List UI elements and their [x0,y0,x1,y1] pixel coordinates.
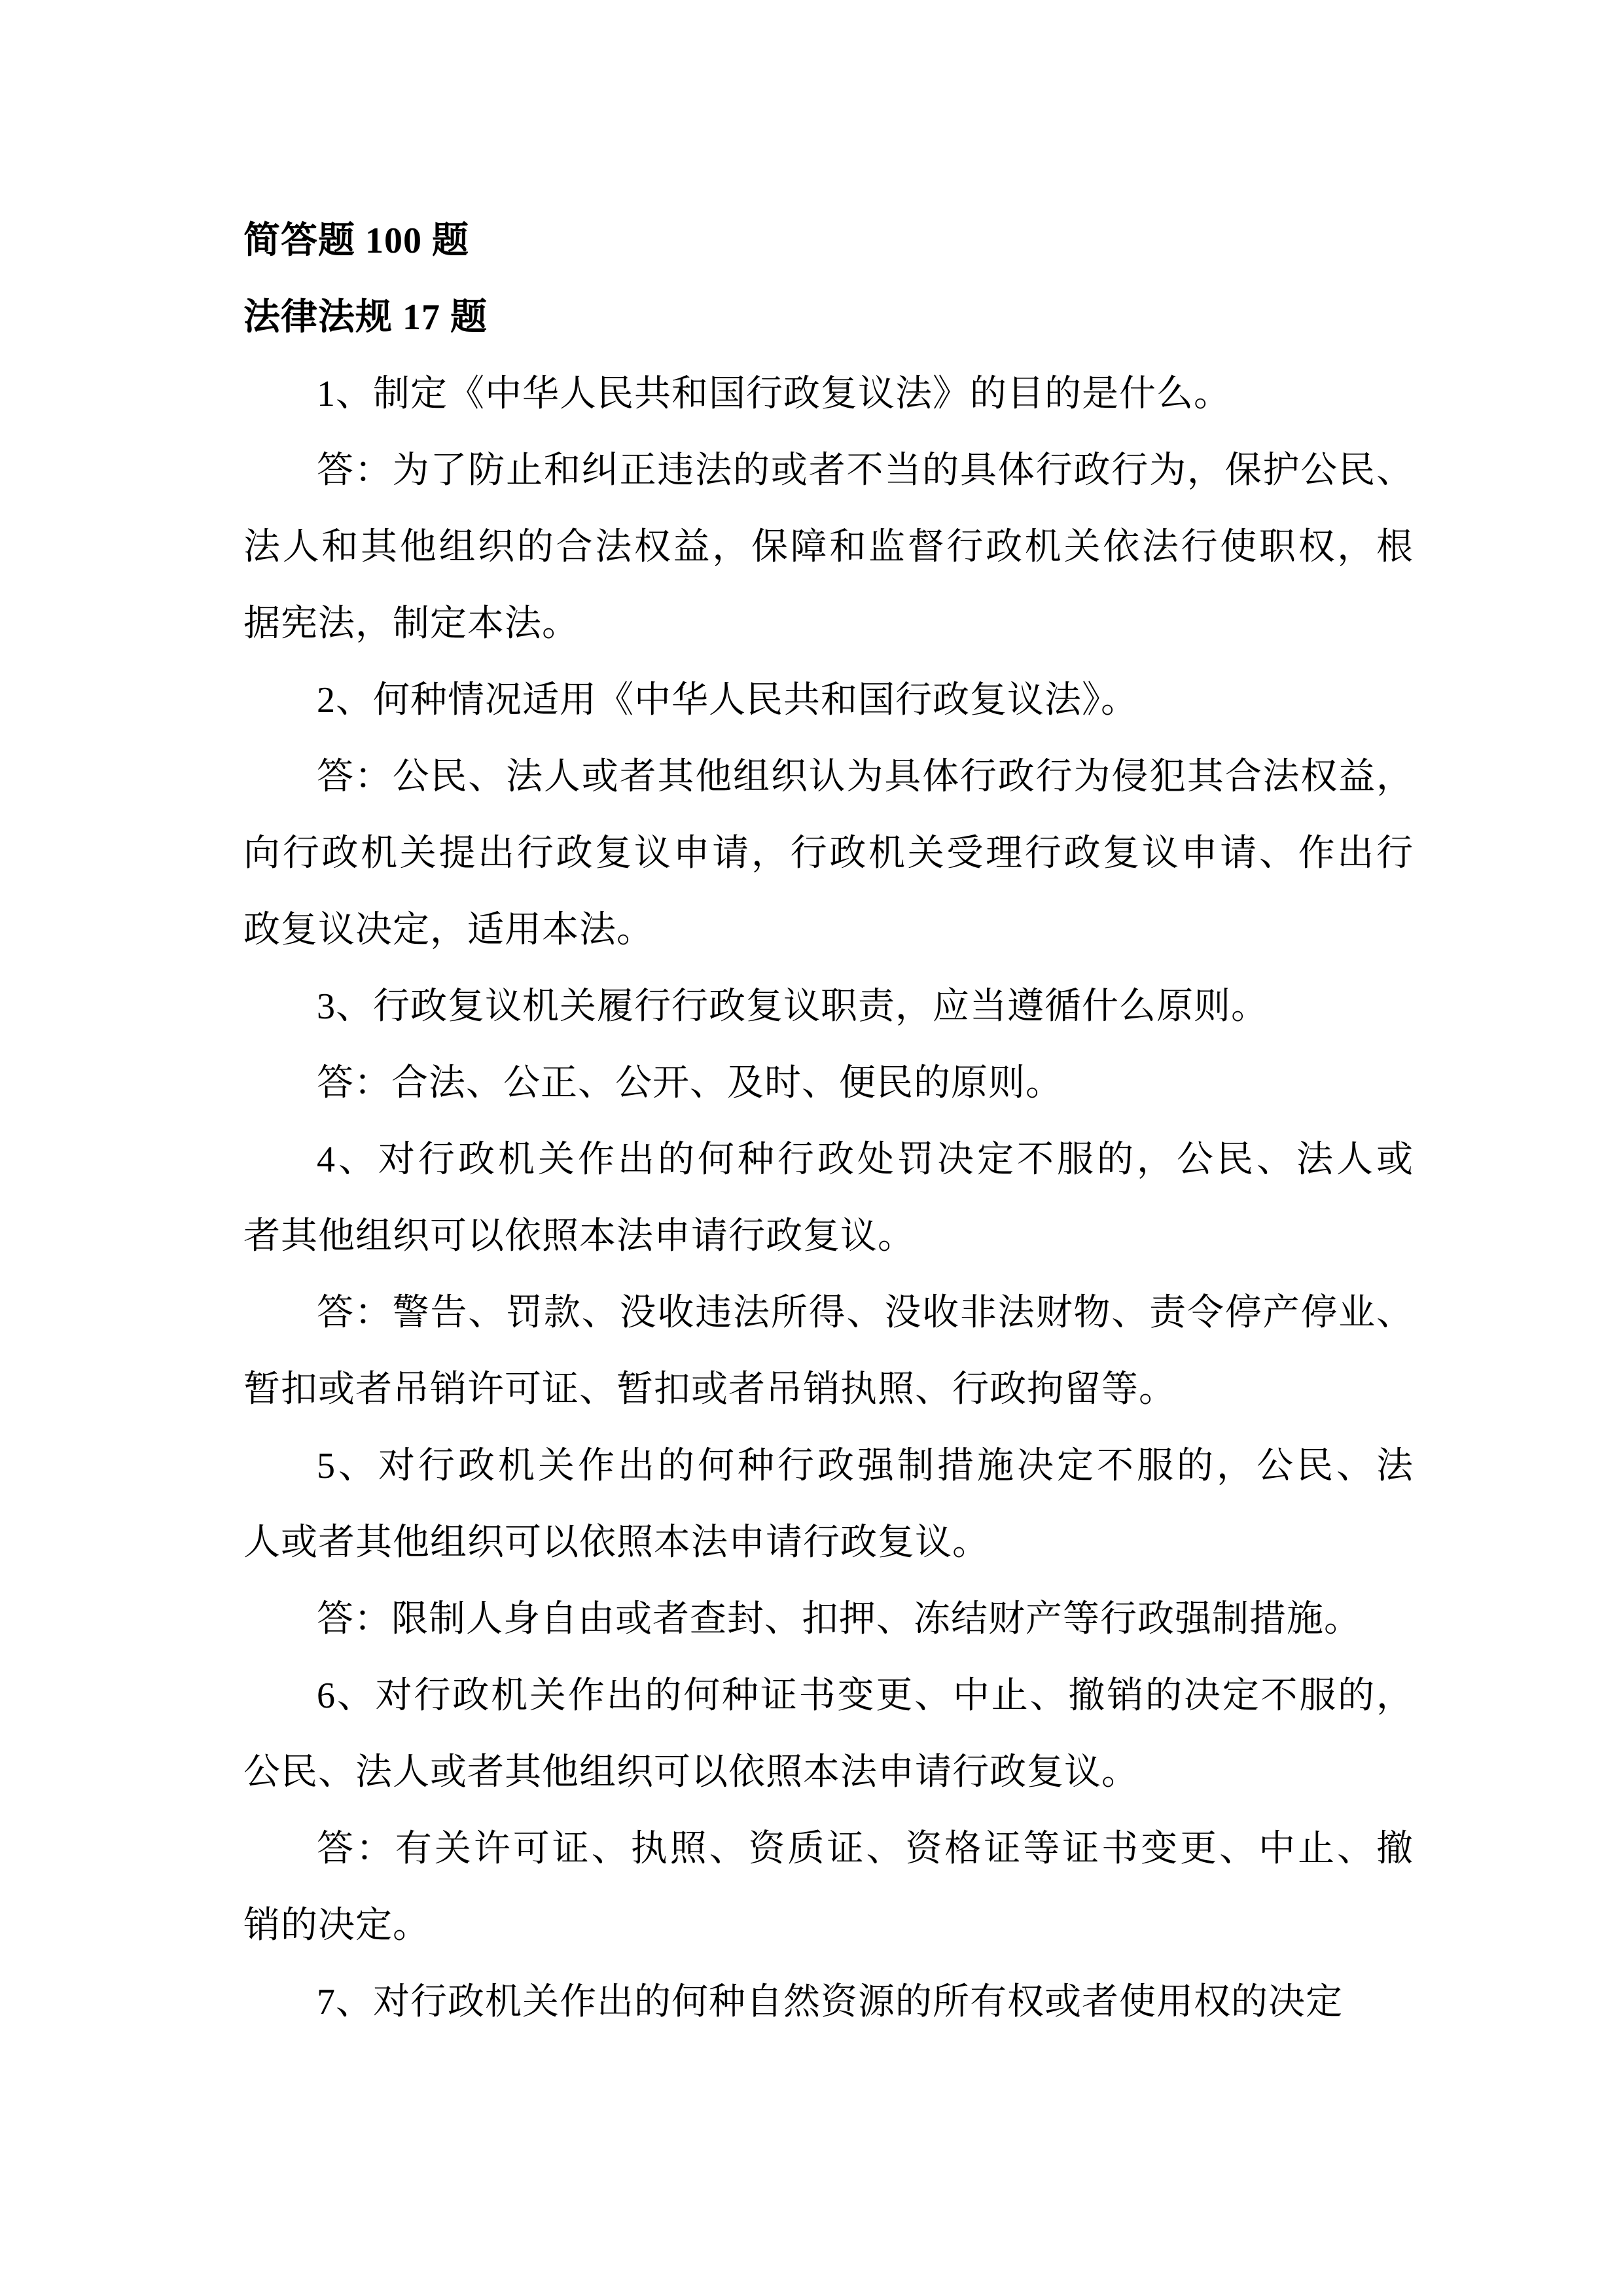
document-text-block [243,203,1414,2041]
answer-2-line-1: 答：公民、法人或者其他组织认为具体行政行为侵犯其合法权益， [317,757,1414,797]
answer-3: 答：合法、公正、公开、及时、便民的原则。 [317,1063,1063,1103]
answer-1-line-3: 据宪法，制定本法。 [243,603,579,644]
answer-1-line-1: 答：为了防止和纠正违法的或者不当的具体行政行为，保护公民、 [317,450,1414,491]
answer-5: 答：限制人身自由或者查封、扣押、冻结财产等行政强制措施。 [317,1599,1361,1640]
question-7-line-1: 7、对行政机关作出的何种自然资源的所有权或者使用权的决定 [317,1982,1343,2022]
doc-title: 简答题 100 题 [243,221,469,261]
answer-6-line-2: 销的决定。 [243,1905,430,1946]
question-3: 3、行政复议机关履行行政复议职责，应当遵循什么原则。 [317,986,1268,1027]
answer-4-line-1: 答：警告、罚款、没收违法所得、没收非法财物、责令停产停业、 [317,1293,1414,1333]
answer-2-line-3: 政复议决定，适用本法。 [243,910,654,950]
answer-6-line-1: 答：有关许可证、执照、资质证、资格证等证书变更、中止、撤 [317,1829,1414,1869]
question-4-line-2: 者其他组织可以依照本法申请行政复议。 [243,1216,915,1257]
answer-1-line-2: 法人和其他组织的合法权益，保障和监督行政机关依法行使职权，根 [243,527,1414,567]
question-1: 1、制定《中华人民共和国行政复议法》的目的是什么。 [317,374,1231,414]
answer-2-line-2: 向行政机关提出行政复议申请，行政机关受理行政复议申请、作出行 [243,833,1414,874]
question-4-line-1: 4、对行政机关作出的何种行政处罚决定不服的，公民、法人或 [317,1139,1414,1180]
section-heading: 法律法规 17 题 [243,297,488,338]
question-5-line-1: 5、对行政机关作出的何种行政强制措施决定不服的，公民、法 [317,1446,1414,1486]
question-2: 2、何种情况适用《中华人民共和国行政复议法》。 [317,680,1138,721]
question-5-line-2: 人或者其他组织可以依照本法申请行政复议。 [243,1522,990,1563]
answer-4-line-2: 暂扣或者吊销许可证、暂扣或者吊销执照、行政拘留等。 [243,1369,1176,1410]
question-6-line-2: 公民、法人或者其他组织可以依照本法申请行政复议。 [243,1752,1139,1793]
question-6-line-1: 6、对行政机关作出的何种证书变更、中止、撤销的决定不服的， [317,1676,1414,1716]
